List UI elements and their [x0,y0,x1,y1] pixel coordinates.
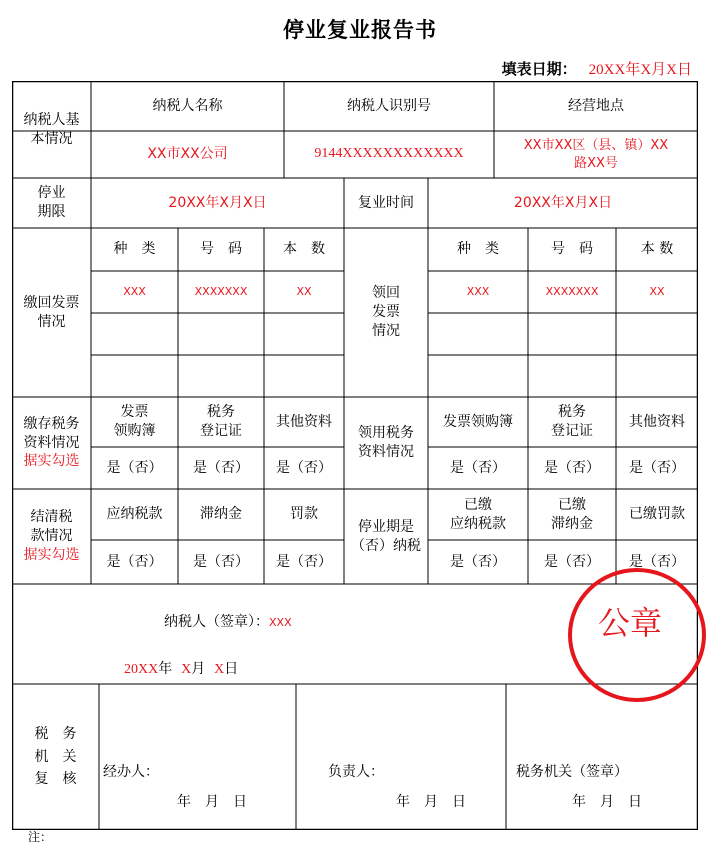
settlement-choice[interactable]: 是（否） [276,553,332,570]
signature-value: XXX [269,616,292,629]
tax-docs-receive-item: 发票领购簿 [443,413,513,430]
handler-date: 年 月 日 [177,794,247,810]
signature-date [124,658,238,678]
settlement-note: 据实勾选 [23,546,80,563]
settlement-item: 滞纳金 [200,506,242,523]
signature-month: X [181,662,192,677]
authority-date: 年 月 日 [572,794,642,810]
invoice-return-header: 种 类 [113,241,156,258]
address-header: 经营地点 [568,97,624,114]
fill-date-label: 填表日期： [501,60,577,78]
invoice-receive-header: 种 类 [457,241,499,258]
signature-label: 纳税人（签章）： [164,614,269,630]
taxpayer-id-value: 9144XXXXXXXXXXXX [314,146,464,162]
signature-day-unit: 日 [224,661,239,677]
suspension-tax-choice[interactable]: 是（否） [450,553,506,570]
invoice-receive-cell: XXX [466,284,490,298]
settlement-section [12,489,91,584]
resume-value: 20XX年X月X日 [513,194,613,211]
suspension-tax-item: 已缴 滞纳金 [551,496,593,532]
taxpayer-name-header: 纳税人名称 [152,97,223,114]
settlement-choice[interactable]: 是（否） [193,553,249,570]
invoice-return-cell: XX [296,284,312,298]
tax-docs-item: 其他资料 [276,413,332,430]
suspension-tax-item: 已缴罚款 [629,506,685,523]
invoice-return-cell: XXX [123,284,146,298]
invoice-receive-header: 本 数 [640,241,674,258]
resume-label: 复业时间 [358,194,414,211]
settlement-item: 罚款 [290,506,318,523]
tax-docs-receive-choice[interactable]: 是（否） [450,459,506,476]
period-label: 停业 期限 [37,185,66,220]
settlement-label: 结清税 款情况 [30,509,73,545]
signature-year-unit: 年 [158,661,173,677]
tax-docs-receive-item: 其他资料 [629,413,685,430]
review-label: 税 务 机 关 复 核 [34,726,77,788]
taxpayer-section-label: 纳税人基 本情况 [23,111,80,147]
invoice-return-label: 缴回发票 情况 [23,294,80,330]
tax-docs-receive-item: 税务 登记证 [551,404,593,439]
official-seal-text: 公章 [598,604,663,642]
signature-line [164,611,292,631]
page-title: 停业复业报告书 [283,17,437,42]
tax-docs-receive-choice[interactable]: 是（否） [629,459,685,476]
address-value: XX市XX区（县、镇）XX 路XX号 [523,137,669,171]
suspension-tax-choice[interactable]: 是（否） [629,553,685,570]
signature-month-unit: 月 [191,661,206,677]
footnote: 注： [28,830,53,844]
suspension-tax-item: 已缴 应纳税款 [450,496,506,532]
signature-year: 20XX [124,662,159,677]
invoice-receive-header: 号 码 [551,241,593,258]
invoice-receive-label: 领回 发票 情况 [372,285,400,339]
suspension-tax-label: 停业期是 （否）纳税 [351,518,421,554]
tax-docs-item: 税务 登记证 [200,404,242,439]
period-value: 20XX年X月X日 [168,194,267,211]
tax-docs-label: 缴存税务 资料情况 [23,415,80,451]
invoice-return-header: 本 数 [283,241,325,258]
tax-docs-receive-choice[interactable]: 是（否） [544,459,600,476]
responsible-label: 负责人： [328,764,384,780]
handler-label: 经办人： [103,764,159,780]
tax-docs-choice[interactable]: 是（否） [106,459,163,476]
settlement-item: 应纳税款 [106,506,163,523]
tax-docs-choice[interactable]: 是（否） [193,459,249,476]
tax-docs-choice[interactable]: 是（否） [276,459,332,476]
invoice-return-header: 号 码 [200,241,242,258]
fill-date-value: 20XX年X月X日 [588,62,692,78]
report-form [12,81,698,830]
settlement-choice[interactable]: 是（否） [106,553,163,570]
tax-docs-receive-label: 领用税务 资料情况 [358,425,414,460]
taxpayer-id-header: 纳税人识别号 [347,97,431,114]
tax-docs-section [12,397,91,489]
tax-docs-note: 据实勾选 [23,453,80,470]
responsible-date: 年 月 日 [396,794,466,810]
invoice-receive-cell: XX [649,284,665,298]
signature-day: X [214,662,225,677]
taxpayer-name-value: XX市XX公司 [147,146,228,163]
invoice-return-cell: XXXXXXX [194,284,248,298]
invoice-receive-cell: XXXXXXX [545,284,599,298]
suspension-tax-choice[interactable]: 是（否） [544,553,600,570]
authority-label: 税务机关（签章） [516,764,628,780]
tax-docs-item: 发票 领购簿 [113,404,156,439]
fill-date [502,58,692,79]
